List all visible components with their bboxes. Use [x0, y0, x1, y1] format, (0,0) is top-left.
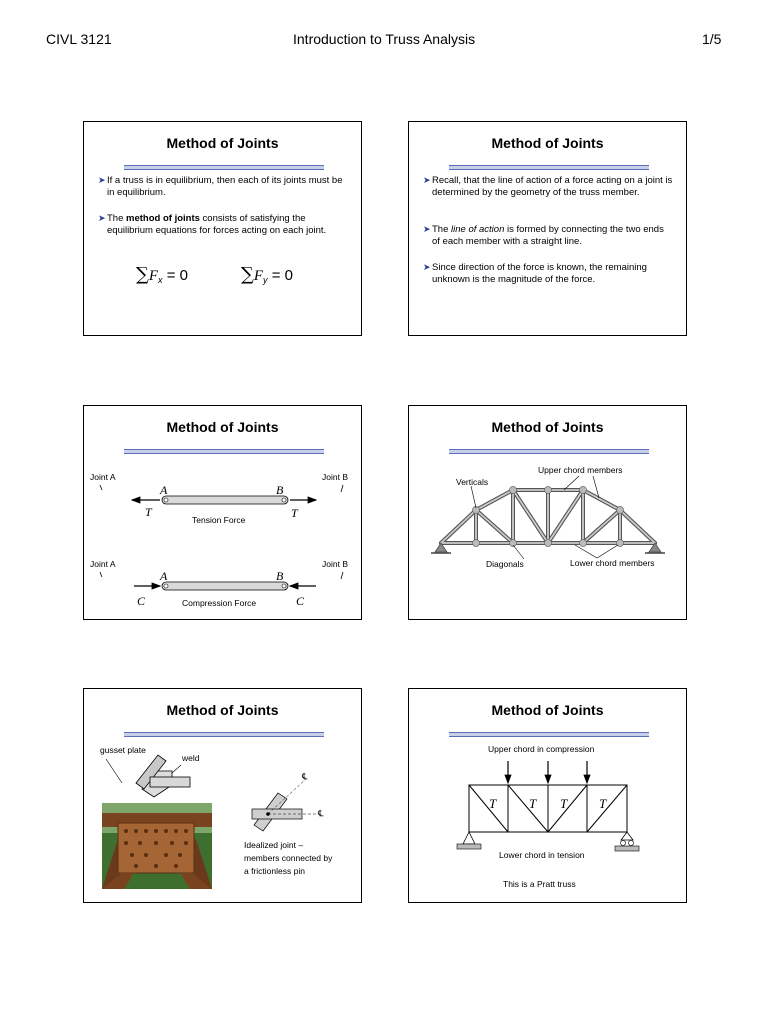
- joint-b-pointer: [341, 572, 343, 579]
- slide-title: Method of Joints: [166, 702, 279, 718]
- slide-6: [408, 688, 687, 903]
- verticals-label: Verticals: [456, 477, 489, 487]
- idealized-joint-sketch: [252, 779, 316, 831]
- slide-title: Method of Joints: [166, 419, 279, 435]
- node-b-label: B: [276, 569, 284, 583]
- title-rule: [449, 165, 649, 170]
- course-code: CIVL 3121: [46, 31, 112, 47]
- joint-b-pointer: [341, 485, 343, 492]
- idealized-joint-caption: Idealized joint – members connected by a frictionless pin: [244, 840, 333, 876]
- slide-4: [408, 405, 687, 620]
- centerline-icon: ℄: [318, 808, 324, 818]
- bullet-1: ➤ Recall, that the line of action of a force acting on a joint is determined by the geometry of the truss member.: [423, 175, 673, 198]
- pin-a: [164, 584, 168, 588]
- pin-b: [282, 498, 286, 502]
- diagonals-label: Diagonals: [486, 559, 524, 569]
- node-b-label: B: [276, 483, 284, 497]
- bullet-2: ➤ The line of action is formed by connecting the two ends of each member with a straight line.: [423, 224, 664, 247]
- bullet-arrow-icon: ➤: [423, 224, 431, 234]
- pin-b: [282, 584, 286, 588]
- member-force-diagram: [84, 406, 361, 619]
- slide-title: Method of Joints: [491, 702, 604, 718]
- upper-chord-label: Upper chord members: [538, 465, 623, 475]
- upper-chord-label: Upper chord in compression: [488, 744, 595, 754]
- node-a-label: A: [160, 483, 168, 497]
- tension-t: T: [560, 796, 568, 811]
- tension-force-label: Tension Force: [192, 515, 246, 525]
- lower-chord-label: Lower chord in tension: [499, 850, 585, 860]
- truss-members-diagram: [409, 406, 686, 619]
- weld-label: weld: [182, 753, 200, 763]
- pratt-truss-diagram: [409, 689, 686, 902]
- slide-1: [83, 121, 362, 336]
- slide-3: [83, 405, 362, 620]
- lower-chord-label: Lower chord members: [570, 558, 655, 568]
- compression-c-right: C: [296, 594, 305, 608]
- joint-b-label: Joint B: [322, 559, 348, 569]
- compression-force-label: Compression Force: [182, 598, 257, 608]
- node-a-label: A: [160, 569, 168, 583]
- pratt-caption: This is a Pratt truss: [503, 879, 576, 889]
- centerline-icon: ℄: [302, 771, 308, 781]
- gusset-plate-photo: [102, 803, 212, 889]
- slide-title: Method of Joints: [491, 135, 604, 151]
- bullet-arrow-icon: ➤: [423, 262, 431, 272]
- pin-a: [164, 498, 168, 502]
- tension-t-left: T: [145, 505, 152, 519]
- compression-member: [162, 582, 288, 590]
- slide-title: Method of Joints: [166, 135, 279, 151]
- bullet-1: ➤ If a truss is in equilibrium, then each of its joints must be in equilibrium.: [98, 175, 343, 198]
- slide-5: [83, 688, 362, 903]
- bullet-arrow-icon: ➤: [423, 175, 431, 185]
- equation-sum-fx: $\sum F_x = 0$: [136, 264, 188, 285]
- tension-member: [162, 496, 288, 504]
- bullet-2: ➤ The method of joints consists of satisfying the equilibrium equations for forces acting on each joint.: [98, 213, 327, 236]
- gusset-plate-sketch: [106, 755, 190, 797]
- bullet-3: ➤ Since direction of the force is known, the remaining unknown is the magnitude of the force.: [423, 262, 647, 285]
- document-title: Introduction to Truss Analysis: [293, 31, 476, 47]
- compression-c-left: C: [137, 594, 146, 608]
- joint-a-label: Joint A: [90, 472, 116, 482]
- title-rule: [124, 165, 324, 170]
- equation-sum-fy: $\sum F_y = 0$: [241, 264, 293, 285]
- joint-a-pointer: [100, 572, 102, 577]
- tension-t-right: T: [291, 506, 298, 520]
- joint-b-label: Joint B: [322, 472, 348, 482]
- slide-2: [408, 121, 687, 336]
- bullet-arrow-icon: ➤: [98, 213, 106, 223]
- page-number: 1/5: [702, 31, 722, 47]
- tension-t: T: [599, 796, 607, 811]
- joint-a-pointer: [100, 485, 102, 490]
- tension-t: T: [529, 796, 537, 811]
- slide-title: Method of Joints: [491, 419, 604, 435]
- joint-a-label: Joint A: [90, 559, 116, 569]
- bullet-arrow-icon: ➤: [98, 175, 106, 185]
- pin-support-icon: [457, 832, 481, 849]
- roller-support-icon: [615, 832, 639, 851]
- gusset-plate-label: gusset plate: [100, 745, 146, 755]
- tension-t: T: [489, 796, 497, 811]
